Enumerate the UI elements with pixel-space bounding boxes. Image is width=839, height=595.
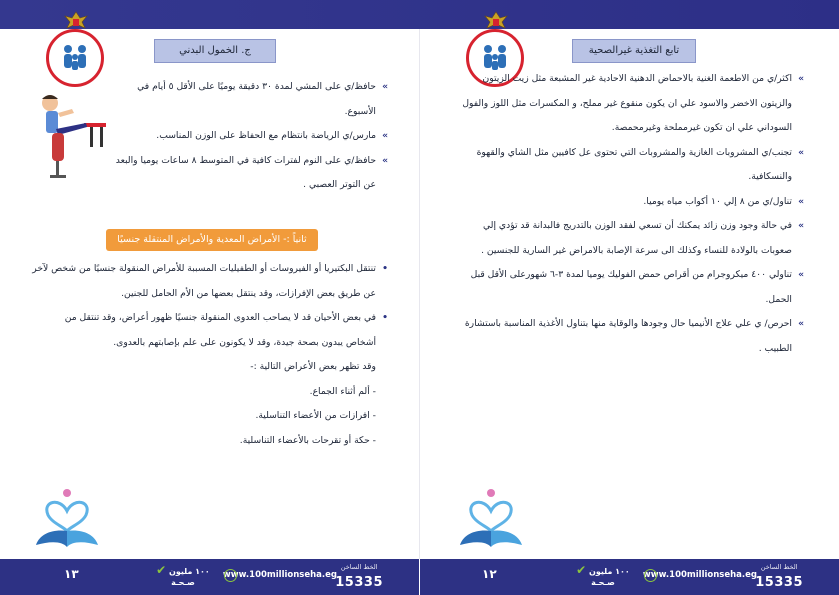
list-item	[32, 306, 388, 355]
relaxing-man-illustration	[38, 89, 110, 185]
bullet-marker: »	[382, 130, 388, 141]
bullet-marker: »	[798, 220, 804, 231]
left-page	[0, 29, 419, 559]
paragraph-text: تنتقل البكتيريا أو الفيروسات أو الطفيليات المسببة للأمراض المنقولة جنسيًا من شخص لآخر عن طريق بعض الإفرازات، وقد ينتقل بعضها من الأم الحامل للجنين.	[32, 263, 376, 299]
hotline	[335, 563, 383, 590]
symptom-item: - ألم أثناء الجماع.	[309, 385, 376, 397]
list-item	[458, 190, 804, 215]
globe-icon	[224, 569, 237, 582]
bullet-marker: »	[798, 269, 804, 280]
hotline-label: الخط الساخن	[340, 563, 378, 571]
bullet-marker: •	[382, 312, 388, 323]
list-item-text: احرص/ ي علي علاج الأنيميا حال وجودها والوقاية منها بتناول الأغذية المناسبة باستشارة الطبيب .	[464, 318, 792, 354]
symptom-item: - حكة أو تقرحات بالأعضاء التناسلية.	[239, 434, 376, 446]
infectious-diseases-text	[32, 257, 388, 453]
eagle-emblem-icon	[63, 10, 89, 32]
website-link[interactable]: www.100millionseha.eg	[222, 570, 337, 580]
checkmark-icon: ✔	[156, 563, 167, 577]
bullet-marker: »	[798, 318, 804, 329]
symptom-item: - افرازات من الأعضاء التناسلية.	[255, 410, 376, 421]
page-number: ١٢	[482, 567, 497, 581]
list-item	[458, 214, 804, 263]
hotline	[755, 563, 803, 590]
brand-bottom: صـحـة	[591, 578, 615, 587]
hotline-label: الخط الساخن	[760, 563, 798, 571]
list-item	[112, 75, 388, 124]
section-title-infectious-diseases: ثانياً :- الأمراض المعدية والأمراض المنتقلة جنسيًا	[106, 229, 318, 251]
physical-inactivity-list	[112, 75, 388, 198]
section-title-unhealthy-nutrition: تابع التغذية غيرالصحية	[572, 39, 696, 63]
list-item	[458, 312, 804, 361]
list-item-text: حافظ/ي على المشي لمدة ٣٠ دقيقة يوميًا على الأقل ٥ أيام في الأسبوع.	[137, 81, 376, 117]
bullet-marker: »	[798, 73, 804, 84]
list-item	[458, 263, 804, 312]
list-item-text: تجنب/ي المشروبات الغازية والمشروبات التي تحتوى عل كافيين مثل الشاي والقهوة والنسكافية.	[476, 146, 792, 182]
page-number: ١٣	[64, 567, 79, 581]
campaign-heart-logo	[34, 487, 100, 549]
list-item-text: حافظ/ي على النوم لفترات كافية في المتوسط ٨ ساعات يوميا والبعد عن التوتر العصبي .	[115, 154, 376, 190]
ministry-logo	[46, 29, 104, 87]
brand-top: ١٠٠ مليون	[589, 567, 630, 576]
hotline-number: 15335	[335, 575, 383, 590]
bullet-marker: »	[798, 146, 804, 158]
brand-logo	[575, 565, 631, 588]
list-item	[458, 141, 804, 190]
list-item	[458, 67, 804, 141]
brand-top: ١٠٠ مليون	[169, 567, 210, 576]
right-page	[420, 29, 839, 559]
list-item-text: اكثر/ي من الاطعمة الغنية بالاحماض الدهنية الاحادية غير المشبعة مثل زيت الزيتون والزيتون الاخضر والاسود علي ان يكون منقوع غير مملح، و المكسرات مثل اللوز والفول السوداني علي ان تكون غيرمملحة وغيرمحمصة.	[462, 73, 792, 133]
bullet-marker: »	[382, 154, 388, 166]
top-banner	[0, 0, 839, 29]
bullet-marker: •	[382, 263, 388, 274]
brand-logo	[155, 565, 211, 588]
list-item	[32, 257, 388, 306]
list-item	[112, 149, 388, 198]
brand-bottom: صـحـة	[171, 578, 195, 587]
section-title-physical-inactivity: ج. الخمول البدني	[154, 39, 276, 63]
footer-bar-left	[0, 559, 419, 595]
eagle-emblem-icon	[483, 10, 509, 32]
symptoms-intro: وقد تظهر بعض الأعراض التالية :-	[250, 361, 376, 372]
footer-bar-right	[420, 559, 839, 595]
checkmark-icon: ✔	[576, 563, 587, 577]
campaign-heart-logo	[458, 487, 524, 549]
paragraph-text: في بعض الأحيان قد لا يصاحب العدوى المنقولة جنسيًا ظهور أعراض، وقد تنتقل من أشخاص يبدون بصحة جيدة، وقد لا يكونون على علم بإصابتهم بالعدوى.	[64, 312, 376, 348]
list-item-text: تناولي ٤٠٠ ميكروجرام من أقراص حمض الفوليك يوميا لمدة ٣-٦ شهورعلى الأقل قبل الحمل.	[470, 269, 792, 305]
nutrition-list	[458, 67, 804, 361]
hotline-number: 15335	[755, 575, 803, 590]
list-item	[112, 124, 388, 149]
list-item-text: تناول/ي من ٨ إلي ١٠ أكواب مياه يوميا.	[643, 195, 792, 207]
globe-icon	[644, 569, 657, 582]
list-item-text: في حالة وجود وزن زائد يمكنك أن تسعي لفقد الوزن بالتدريج فالبدانة قد تؤدي إلي صعوبات بالولادة للنساء وكذلك الى سرعة الإصابة بالامراض غير السارية للجنسين .	[481, 220, 792, 256]
family-figures-icon	[57, 40, 93, 76]
bullet-marker: »	[798, 195, 804, 207]
list-item-text: مارس/ي الرياضة بانتظام مع الحفاظ على الوزن المناسب.	[156, 130, 376, 141]
website-link[interactable]: www.100millionseha.eg	[642, 570, 757, 580]
bullet-marker: »	[382, 81, 388, 92]
